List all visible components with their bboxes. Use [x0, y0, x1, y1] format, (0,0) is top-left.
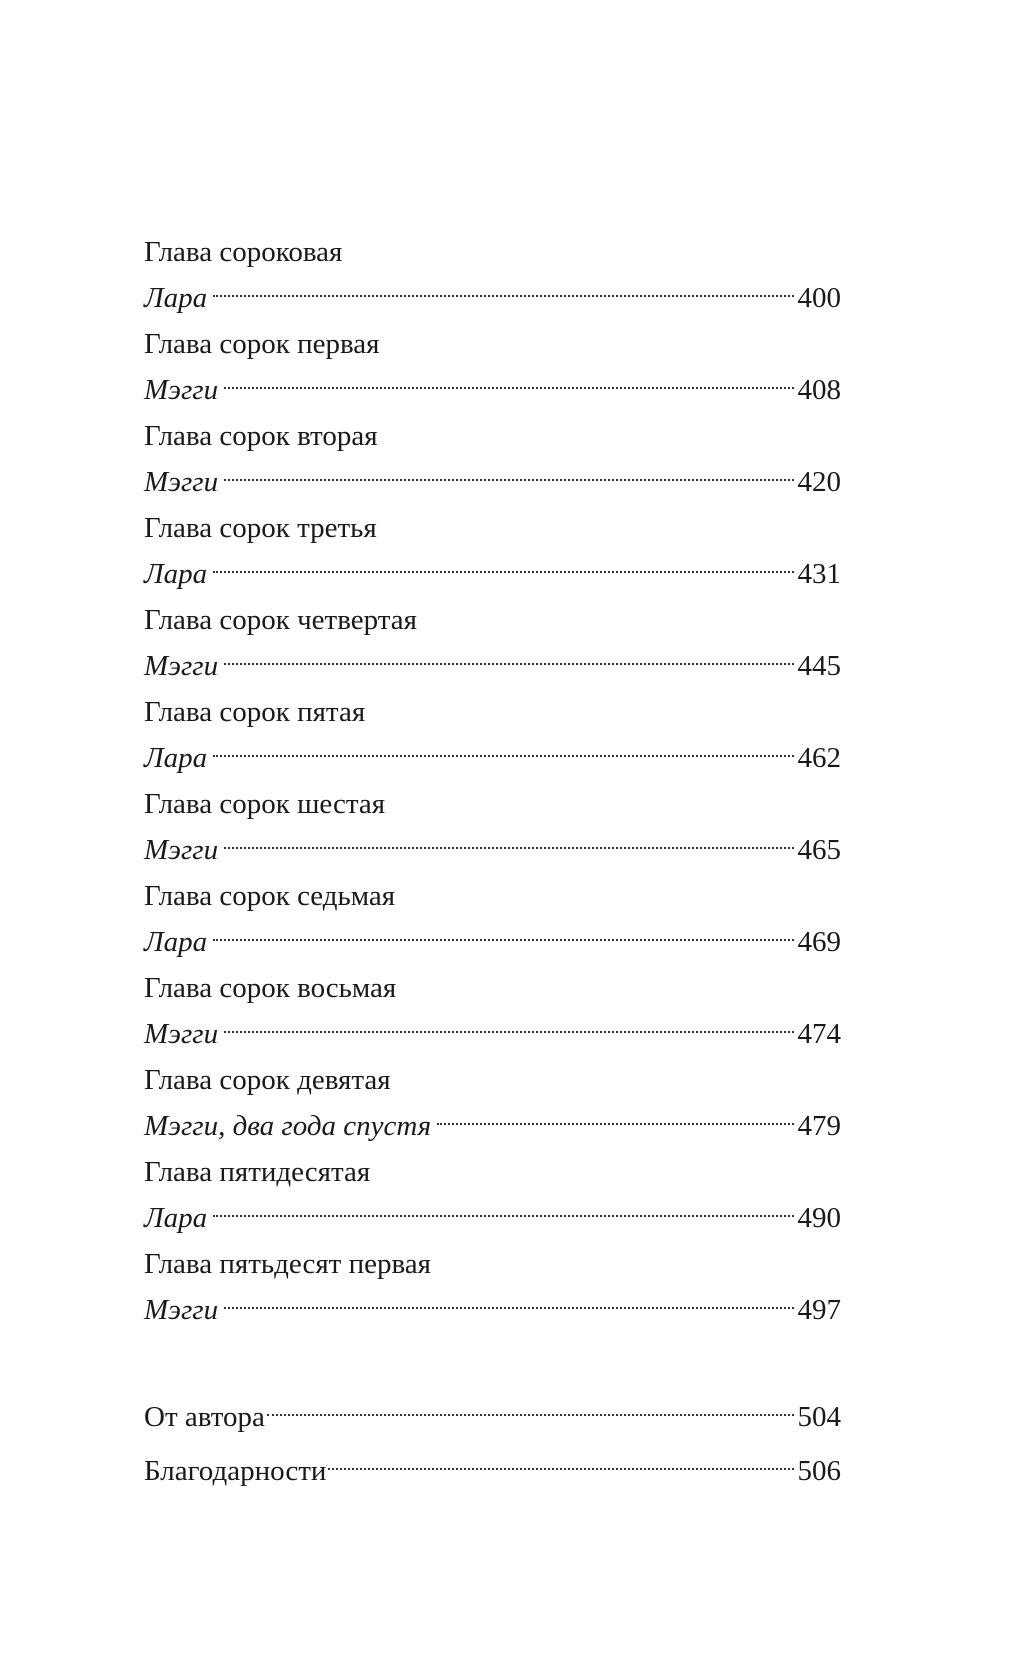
- chapter-narrator: Лара: [144, 926, 208, 958]
- dot-leader: [224, 455, 793, 491]
- back-matter-page-number: 504: [797, 1401, 841, 1433]
- chapter-title: Глава сороковая: [144, 236, 343, 268]
- chapter-entry-line: [144, 271, 841, 314]
- toc-entry-chapter-46: [144, 786, 841, 878]
- back-matter-title: Благодарности: [144, 1455, 327, 1487]
- chapter-entry-line: [144, 1007, 841, 1050]
- chapter-page-number: 445: [797, 650, 841, 682]
- dot-leader: [213, 915, 793, 951]
- chapter-page-number: 462: [797, 742, 841, 774]
- toc-entry-chapter-51: [144, 1246, 841, 1338]
- chapter-page-number: 431: [797, 558, 841, 590]
- chapter-entry-line: [144, 363, 841, 406]
- chapter-page-number: 420: [797, 466, 841, 498]
- chapter-narrator: Мэгги: [144, 374, 219, 406]
- chapter-narrator: Мэгги: [144, 1018, 219, 1050]
- chapter-title: Глава сорок четвертая: [144, 604, 417, 636]
- toc-entry-chapter-50: [144, 1154, 841, 1246]
- dot-leader: [213, 731, 793, 767]
- dot-leader: [224, 1283, 793, 1319]
- dot-leader: [213, 1191, 793, 1227]
- back-matter-page-number: 506: [797, 1455, 841, 1487]
- chapter-entry-line: [144, 731, 841, 774]
- table-of-contents: [144, 234, 841, 1338]
- chapter-page-number: 479: [797, 1110, 841, 1142]
- chapter-title: Глава сорок шестая: [144, 788, 386, 820]
- chapter-page-number: 474: [797, 1018, 841, 1050]
- chapter-narrator: Мэгги: [144, 834, 219, 866]
- dot-leader: [437, 1099, 793, 1135]
- chapter-narrator: Лара: [144, 282, 208, 314]
- chapter-title: Глава пятьдесят первая: [144, 1248, 432, 1280]
- dot-leader: [224, 639, 793, 675]
- chapter-entry-line: [144, 455, 841, 498]
- toc-entry-chapter-45: [144, 694, 841, 786]
- toc-entry-chapter-41: [144, 326, 841, 418]
- chapter-title: Глава пятидесятая: [144, 1156, 371, 1188]
- chapter-title: Глава сорок восьмая: [144, 972, 397, 1004]
- chapter-entry-line: [144, 915, 841, 958]
- toc-entry-chapter-48: [144, 970, 841, 1062]
- chapter-title: Глава сорок седьмая: [144, 880, 396, 912]
- toc-entry-chapter-40: [144, 234, 841, 326]
- chapter-narrator: Мэгги: [144, 1294, 219, 1326]
- chapter-narrator: Лара: [144, 742, 208, 774]
- dot-leader: [224, 823, 793, 859]
- chapter-page-number: 408: [797, 374, 841, 406]
- toc-entry-chapter-47: [144, 878, 841, 970]
- back-matter-list: [144, 1390, 841, 1498]
- toc-entry-chapter-43: [144, 510, 841, 602]
- chapter-page-number: 490: [797, 1202, 841, 1234]
- chapter-narrator: Мэгги, два года спустя: [144, 1110, 432, 1142]
- chapter-entry-line: [144, 1191, 841, 1234]
- chapter-narrator: Лара: [144, 558, 208, 590]
- toc-entry-chapter-42: [144, 418, 841, 510]
- toc-entry-author-note: [144, 1390, 841, 1444]
- chapter-page-number: 497: [797, 1294, 841, 1326]
- chapter-title: Глава сорок первая: [144, 328, 380, 360]
- chapter-entry-line: [144, 639, 841, 682]
- chapter-page-number: 400: [797, 282, 841, 314]
- chapter-page-number: 469: [797, 926, 841, 958]
- chapter-title: Глава сорок третья: [144, 512, 377, 544]
- dot-leader: [213, 547, 793, 583]
- toc-entry-chapter-49: [144, 1062, 841, 1154]
- chapter-narrator: Лара: [144, 1202, 208, 1234]
- toc-entry-acknowledgements: [144, 1444, 841, 1498]
- toc-entry-chapter-44: [144, 602, 841, 694]
- chapter-entry-line: [144, 1283, 841, 1326]
- dot-leader: [267, 1390, 794, 1426]
- chapter-entry-line: [144, 823, 841, 866]
- chapter-narrator: Мэгги: [144, 466, 219, 498]
- dot-leader: [213, 271, 793, 307]
- dot-leader: [224, 363, 793, 399]
- chapter-narrator: Мэгги: [144, 650, 219, 682]
- chapter-title: Глава сорок вторая: [144, 420, 378, 452]
- chapter-page-number: 465: [797, 834, 841, 866]
- chapter-title: Глава сорок пятая: [144, 696, 366, 728]
- chapter-entry-line: [144, 1099, 841, 1142]
- chapter-title: Глава сорок девятая: [144, 1064, 391, 1096]
- dot-leader: [328, 1444, 793, 1480]
- dot-leader: [224, 1007, 793, 1043]
- chapter-entry-line: [144, 547, 841, 590]
- back-matter-title: От автора: [144, 1401, 265, 1433]
